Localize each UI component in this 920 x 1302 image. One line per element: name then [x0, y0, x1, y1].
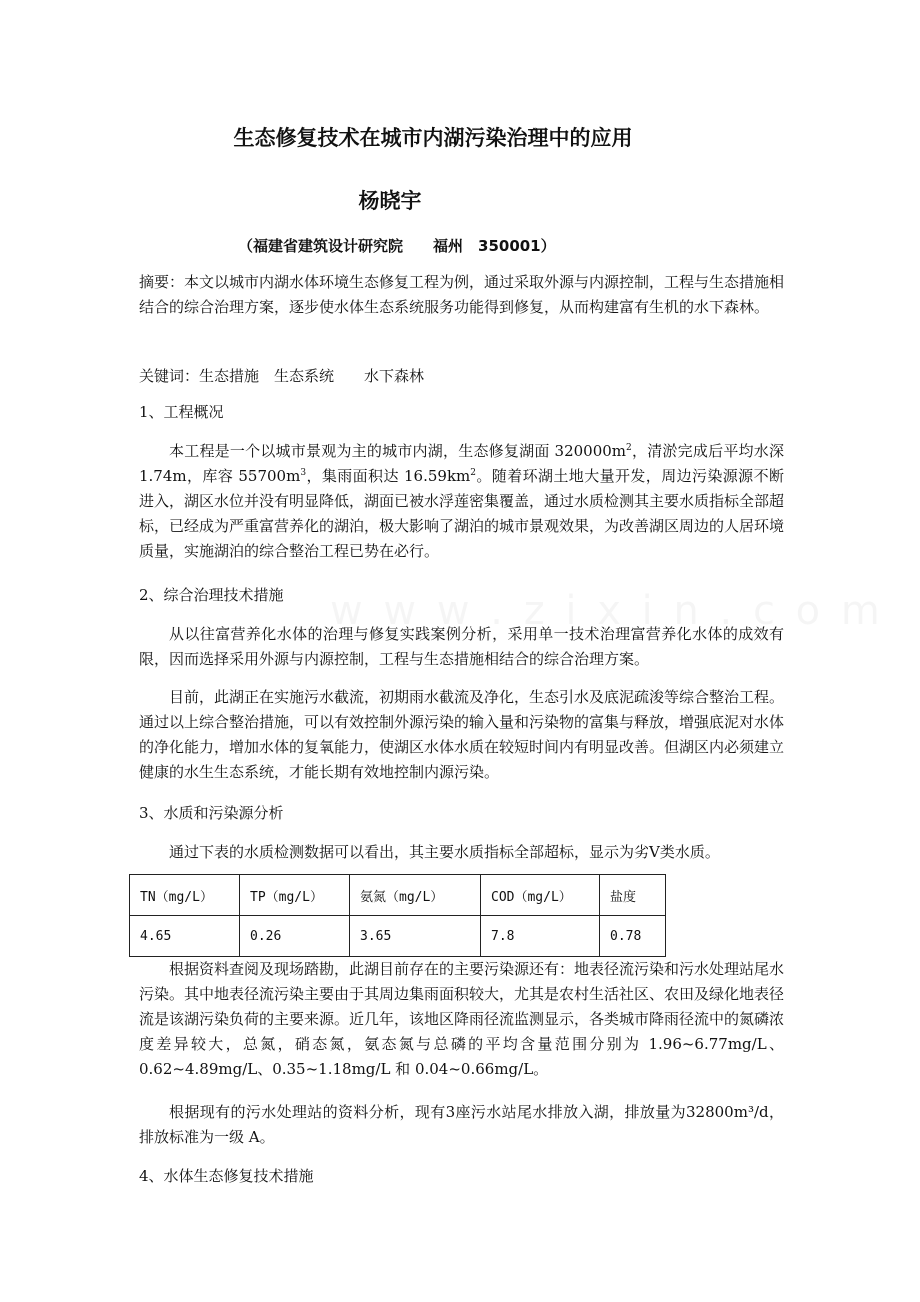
table-header-row — [130, 875, 666, 916]
table-header-cell: TN（mg/L） — [130, 875, 240, 916]
section2-paragraph-2: 目前，此湖正在实施污水截流，初期雨水截流及净化，生态引水及底泥疏浚等综合整治工程。通过以上综合整治措施，可以有效控制外源污染的输入量和污染物的富集与释放，增强底泥对水体的净化能力，增加水体的复氧能力，使湖区水体水质在较短时间内有明显改善。但湖区内必须建立健康的水生生态系统，才能长期有效地控制内源污染。 — [139, 688, 785, 781]
abstract: 摘要：本文以城市内湖水体环境生态修复工程为例，通过采取外源与内源控制，工程与生态措施相结合的综合治理方案，逐步使水体生态系统服务功能得到修复，从而构建富有生机的水下森林。 — [139, 273, 785, 316]
keywords: 关键词：生态措施 生态系统 水下森林 — [139, 367, 425, 385]
table-header-cell: 氨氮（mg/L） — [350, 875, 481, 916]
table-cell: 3.65 — [350, 916, 481, 957]
table-cell: 0.26 — [240, 916, 350, 957]
table-cell: 0.78 — [600, 916, 666, 957]
section3-paragraph-2: 根据资料查阅及现场踏勘，此湖目前存在的主要污染源还有：地表径流污染和污水处理站尾水污染。其中地表径流污染主要由于其周边集雨面积较大，尤其是农村生活社区、农田及绿化地表径流是该湖污染负荷的主要来源。近几年，该地区降雨径流监测显示，各类城市降雨径流中的氮磷浓度差异较大，总氮，硝态氮，氨态氮与总磷的平均含量范围分别为 1.96~6.77mg/L、0.62~4.89mg/L、0.35~1.18mg/L 和 0.04~0.66mg/L。 — [139, 960, 785, 1078]
table-row — [130, 916, 666, 957]
section3-paragraph-1: 通过下表的水质检测数据可以看出，其主要水质指标全部超标，显示为劣Ⅴ类水质。 — [169, 843, 720, 861]
section2-heading: 2、综合治理技术措施 — [139, 586, 284, 604]
section4-heading: 4、水体生态修复技术措施 — [139, 1167, 314, 1185]
section1-heading: 1、工程概况 — [139, 403, 224, 421]
author-name: 杨晓宇 — [358, 189, 422, 213]
section2-paragraph-1: 从以往富营养化水体的治理与修复实践案例分析，采用单一技术治理富营养化水体的成效有限，因而选择采用外源与内源控制，工程与生态措施相结合的综合治理方案。 — [139, 625, 784, 668]
table-cell: 7.8 — [481, 916, 600, 957]
table-header-cell: COD（mg/L） — [481, 875, 600, 916]
table-header-cell: TP（mg/L） — [240, 875, 350, 916]
section3-paragraph-3: 根据现有的污水处理站的资料分析，现有3座污水站尾水排放入湖，排放量为32800m³/d，排放标准为一级 A。 — [139, 1103, 784, 1146]
affiliation: （福建省建筑设计研究院 福州 350001） — [238, 237, 556, 255]
section1-paragraph: 本工程是一个以城市景观为主的城市内湖，生态修复湖面 $320000m^2$，清淤完成后平均水深 1.74m，库容 $55700m^3$，集雨面积达 $16.59km^2$。随着环湖土地大量开发，周边污染源源不断进入，湖区水位并没有明显降低，湖面已被水浮莲密集覆盖，通过水质检测其主要水质指标全部超标，已经成为严重富营养化的湖泊，极大影响了湖泊的城市景观效果，为改善湖区周边的人居环境质量，实施湖泊的综合整治工程已势在必行。 — [139, 442, 785, 560]
water-quality-table — [129, 874, 666, 957]
table-cell: 4.65 — [130, 916, 240, 957]
section3-heading: 3、水质和污染源分析 — [139, 804, 284, 822]
paper-title: 生态修复技术在城市内湖污染治理中的应用 — [233, 126, 633, 150]
table-header-cell: 盐度 — [600, 875, 666, 916]
